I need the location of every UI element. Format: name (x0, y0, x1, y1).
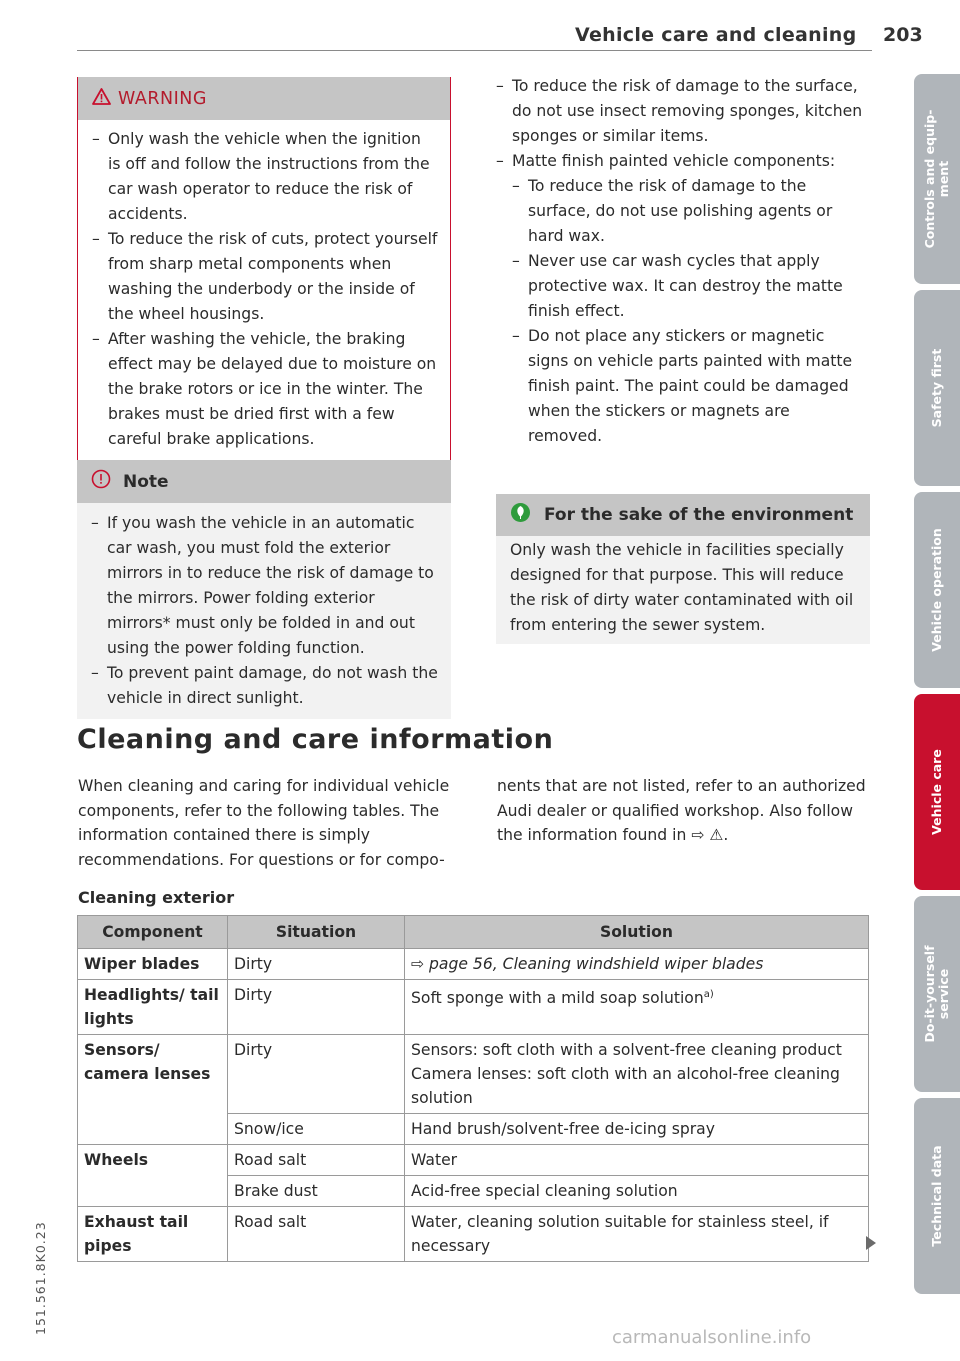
situation-cell: Dirty (228, 1035, 405, 1114)
header-situation: Situation (228, 916, 405, 949)
component-cell: Wiper blades (78, 949, 228, 980)
header-divider (77, 50, 872, 51)
note-body (77, 503, 451, 719)
warning-box (77, 77, 451, 461)
situation-cell: Road salt (228, 1207, 405, 1262)
environment-body: Only wash the vehicle in facilities specially designed for that purpose. This will reduce the risk of dirty water contaminated with oil from entering the sewer system. (496, 536, 870, 644)
note-box (77, 460, 451, 719)
situation-cell: Dirty (228, 949, 405, 980)
solution-cell: Soft sponge with a mild soap solution$^{a)}$ (405, 980, 869, 1035)
side-tab-safety[interactable]: Safety first (914, 290, 960, 486)
list-item: – After washing the vehicle, the braking effect may be delayed due to moisture on the brake rotors or ice in the winter. The brakes must be dried first with a few careful brake applications. (92, 330, 437, 448)
situation-cell: Snow/ice (228, 1114, 405, 1145)
component-cell: Exhaust tail pipes (78, 1207, 228, 1262)
solution-cell: Acid-free special cleaning solution (405, 1176, 869, 1207)
page-number: 203 (883, 24, 923, 46)
warning-triangle-icon (92, 88, 112, 110)
list-item: – If you wash the vehicle in an automatic car wash, you must fold the exterior mirrors in to reduce the risk of damage to the mirrors. Power folding exterior mirrors* must only be folded in and out using the power folding function. (91, 514, 434, 657)
component-cell: Headlights/ tail lights (78, 980, 228, 1035)
environment-header (496, 494, 870, 536)
table-row (78, 949, 869, 980)
table-row (78, 1035, 869, 1114)
solution-cell: Sensors: soft cloth with a solvent-free cleaning product Camera lenses: soft cloth with an alcohol-free cleaning solution (405, 1035, 869, 1114)
side-tab-vehicle-operation[interactable]: Vehicle operation (914, 492, 960, 688)
sub-list-item: – Do not place any stickers or magnetic signs on vehicle parts painted with matte finish paint. The paint could be damaged when the stickers or magnets are removed. (512, 327, 853, 445)
table-title: Cleaning exterior (78, 888, 235, 907)
side-tab-controls[interactable]: Controls and equip- ment (914, 74, 960, 284)
situation-cell: Dirty (228, 980, 405, 1035)
side-tab-vehicle-care[interactable]: Vehicle care (914, 694, 960, 890)
component-cell: Sensors/ camera lenses (78, 1035, 228, 1145)
list-item: – Matte finish painted vehicle components: (496, 152, 836, 170)
solution-cell: Hand brush/solvent-free de-icing spray (405, 1114, 869, 1145)
note-title: Note (123, 471, 169, 492)
situation-cell: Road salt (228, 1145, 405, 1176)
right-column-list (496, 74, 866, 449)
table-row (78, 980, 869, 1035)
leaf-circle-icon (510, 502, 532, 528)
header-component: Component (78, 916, 228, 949)
list-item: – To reduce the risk of damage to the surface, do not use insect removing sponges, kitchen sponges or similar items. (496, 77, 863, 145)
list-item: – To prevent paint damage, do not wash the vehicle in direct sunlight. (91, 664, 438, 707)
side-tab-technical-data[interactable]: Technical data (914, 1098, 960, 1294)
situation-cell: Brake dust (228, 1176, 405, 1207)
watermark: carmanualsonline.info (612, 1327, 812, 1348)
solution-cell: Water (405, 1145, 869, 1176)
warning-title: WARNING (118, 88, 207, 109)
list-item: – To reduce the risk of cuts, protect yourself from sharp metal components when washing the underbody or the inside of the wheel housings. (92, 230, 438, 323)
sub-list-item: – To reduce the risk of damage to the surface, do not use polishing agents or hard wax. (512, 177, 833, 245)
header-solution: Solution (405, 916, 869, 949)
intro-paragraph-right: nents that are not listed, refer to an authorized Audi dealer or qualified workshop. Also follow the information found in ⇨ ⚠. (497, 777, 866, 844)
table-row (78, 1207, 869, 1262)
table-row (78, 1145, 869, 1176)
environment-box (496, 494, 870, 644)
document-code: 151.561.8K0.23 (33, 1221, 48, 1335)
warning-header (78, 77, 450, 120)
warning-body (78, 120, 450, 460)
environment-title: For the sake of the environment (544, 505, 854, 525)
intro-paragraph-left: When cleaning and caring for individual vehicle components, refer to the following tables. The information contained there is simply recommendations. For questions or for compo- (78, 777, 450, 869)
continue-arrow-icon (866, 1236, 876, 1250)
component-cell: Wheels (78, 1145, 228, 1207)
note-header (77, 460, 451, 503)
footnote-marker: a) (703, 989, 714, 1000)
section-title: Cleaning and care information (77, 724, 554, 755)
exclamation-circle-icon (91, 469, 113, 494)
sub-list-item: – Never use car wash cycles that apply protective wax. It can destroy the matte finish effect. (512, 252, 843, 320)
solution-cell: ⇨ page 56, Cleaning windshield wiper blades (405, 949, 869, 980)
table-header-row (78, 916, 869, 949)
list-item: – Only wash the vehicle when the ignition is off and follow the instructions from the car wash operator to reduce the risk of accidents. (92, 130, 430, 223)
side-tab-do-it-yourself[interactable]: Do-it-yourself service (914, 896, 960, 1092)
header-title: Vehicle care and cleaning (575, 24, 857, 46)
cleaning-exterior-table (77, 915, 869, 1262)
solution-cell: Water, cleaning solution suitable for stainless steel, if necessary (405, 1207, 869, 1262)
